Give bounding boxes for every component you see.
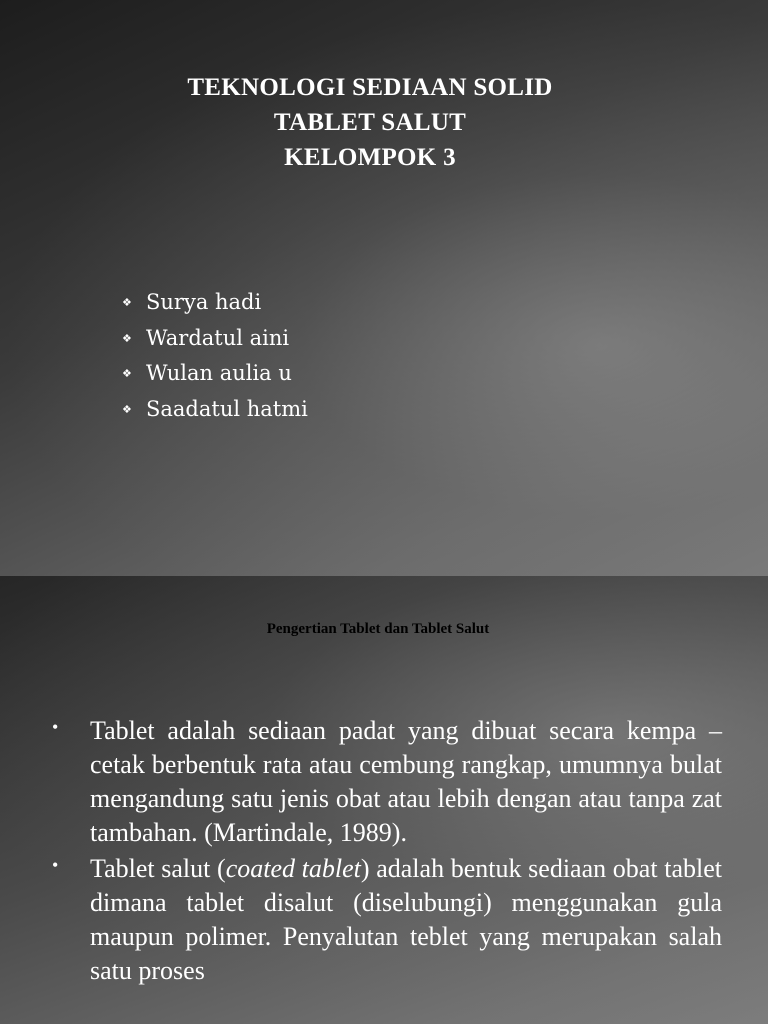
member-name: Wardatul aini <box>146 325 290 350</box>
member-name: Surya hadi <box>146 290 262 314</box>
diamond-bullet-icon: ❖ <box>122 296 132 309</box>
member-name: Saadatul hatmi <box>146 396 308 421</box>
title-line-1: TEKNOLOGI SEDIAAN SOLID <box>187 74 553 101</box>
member-item <box>122 285 308 321</box>
member-item <box>122 356 308 392</box>
definition-text-after: ) adalah bentuk sediaan obat tablet dimana tablet disalut (diselubungi) menggunakan gula maupun polimer. Penyalutan teblet yang merupakan salah satu proses <box>90 854 722 985</box>
definition-text-before: Tablet salut ( <box>90 854 226 883</box>
definition-text: Tablet adalah sediaan padat yang dibuat secara kempa – cetak berbentuk rata atau cembung rangkap, umumnya bulat mengandung satu jenis obat atau lebih dengan atau tanpa zat tambahan. (Martindale, 1989). <box>90 716 722 847</box>
bullet-dot-icon: • <box>52 855 59 875</box>
definition-slide <box>0 576 768 1024</box>
definition-item <box>52 852 722 988</box>
bullet-dot-icon: • <box>52 717 59 737</box>
slide-title <box>0 70 740 175</box>
title-line-2: TABLET SALUT <box>273 109 467 136</box>
member-list <box>122 285 308 427</box>
definition-item <box>52 714 722 850</box>
member-item <box>122 321 308 357</box>
definition-text-italic: coated tablet <box>225 854 361 883</box>
member-item <box>122 392 308 428</box>
member-name: Wulan aulia u <box>146 361 292 385</box>
diamond-bullet-icon: ❖ <box>122 331 132 345</box>
definition-list <box>52 714 722 990</box>
diamond-bullet-icon: ❖ <box>122 402 132 416</box>
diamond-bullet-icon: ❖ <box>122 367 132 380</box>
title-line-3: KELOMPOK 3 <box>284 144 456 171</box>
section-title: Pengertian Tablet dan Tablet Salut <box>266 621 490 637</box>
